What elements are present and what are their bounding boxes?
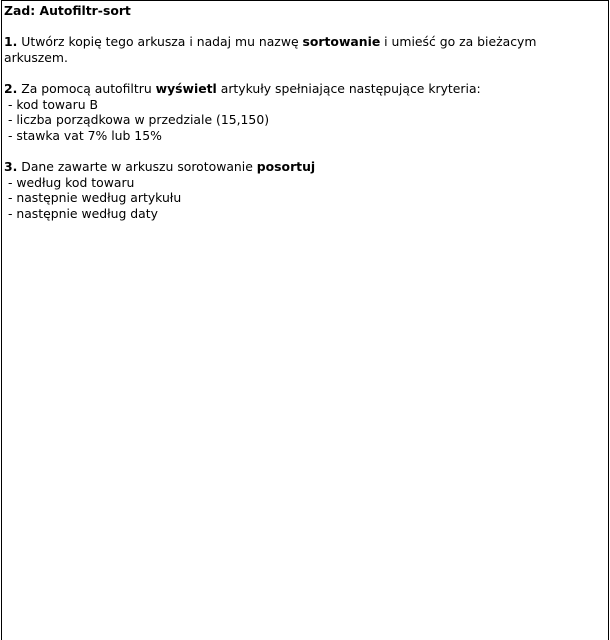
task-2-criterion: - kod towaru B xyxy=(4,96,99,112)
task-2 xyxy=(4,81,602,97)
task-2-criterion: - liczba porządkowa w przedziale (15,150) xyxy=(4,112,270,128)
task-3-sort-step: - według kod towaru xyxy=(4,174,135,190)
task-3-text-a: Dane zawarte w arkuszu sorotowanie xyxy=(17,158,257,174)
task-2-text-a: Za pomocą autofiltru xyxy=(17,80,156,96)
task-3-sort-step: - następnie według artykułu xyxy=(4,190,182,206)
task-1-keyword: sortowanie xyxy=(302,34,381,50)
task-title: Zad: Autofiltr-sort xyxy=(4,3,131,18)
task-3-sort-step: - następnie według daty xyxy=(4,205,158,221)
task-2-text-b: artykuły spełniające następujące kryteria: xyxy=(216,80,481,96)
spacer xyxy=(4,65,602,81)
task-1-number: 1. xyxy=(4,34,18,50)
task-1 xyxy=(4,34,602,65)
task-2-criterion: - stawka vat 7% lub 15% xyxy=(4,127,162,143)
task-3 xyxy=(4,159,602,175)
task-2-keyword: wyświetl xyxy=(155,80,217,96)
spacer xyxy=(4,19,602,35)
task-3-number: 3. xyxy=(4,158,18,174)
task-1-text-a: Utwórz kopię tego arkusza i nadaj mu nazwę xyxy=(17,34,303,50)
task-2-number: 2. xyxy=(4,80,18,96)
task-1-text-b: i umieść go za bieżacym arkuszem. xyxy=(4,34,541,65)
task-text-box xyxy=(4,3,602,221)
spacer xyxy=(4,143,602,159)
task-3-keyword: posortuj xyxy=(256,158,316,174)
